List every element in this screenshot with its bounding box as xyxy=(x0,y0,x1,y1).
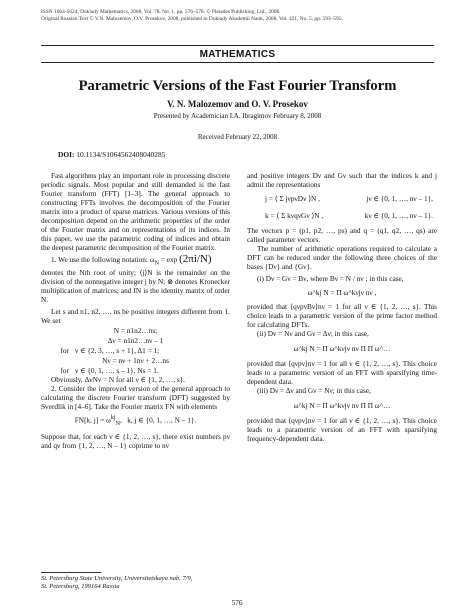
case-iii-text: (iii) Dν = Δν and Gν = Nν; in this case, xyxy=(257,386,371,395)
equation-k-lhs: k = ⟨ Σ kνqνGν ⟩N , xyxy=(265,211,324,220)
fourier-matrix-equation: FN[k, $j] = \omega^{kj}_N$, k, j ∈ {0, 1, …, N – 1}. xyxy=(74,415,197,428)
affiliation-footnote xyxy=(41,575,192,591)
doi-label: DOI: xyxy=(58,150,75,159)
notation-paragraph: 1. We use the following notation: $\omega_N = \exp (2\pi i/N)$ xyxy=(51,253,212,267)
equation-k-range: kν ∈ {0, 1, …, nν – 1}. xyxy=(364,211,433,220)
equation-Nnu: Nν = nν + 1nν + 2…ns xyxy=(102,356,169,366)
equation-j-lhs: j = ⟨ Σ jνpνDν ⟩N , xyxy=(265,194,320,203)
left-column xyxy=(41,171,230,450)
indices-paragraph: and positive integers Dν and Gν such that the indices k and j admit the representations xyxy=(247,171,437,189)
equation-j xyxy=(247,190,437,205)
equation-j-range: jν ∈ {0, 1, …, nν – 1}, xyxy=(366,194,433,203)
case-iii-provided: provided that ⟨qνpν⟩nν = 1 for all ν ∈ {1, 2, …, s}. This choice leads to a parametric version of an FFT with sparsifying frequency-dependent data. xyxy=(247,416,437,443)
sverdlik-paragraph: 2. Consider the improved version of the general approach to calculating the discrete Fourier transform (DFT) suggested by Sverdlik in [4–6]. Take the Fourier matrix FN with elements xyxy=(41,384,230,412)
parameter-vectors-paragraph: The vectors p = (p1, p2, …, ps) and q = (q1, q2, …, qs) are called parameter vectors. xyxy=(247,226,437,244)
integers-paragraph: Let s and n1, n2, …, ns be positive integers different from 1. We set xyxy=(41,307,230,326)
equation-delta: Δν = n1n2…nν – 1 xyxy=(107,336,164,346)
for-label-2: for xyxy=(60,366,69,376)
presented-by: Presented by Academician I.A. Ibragimov February 8, 2008 xyxy=(153,112,322,120)
section-heading: MATHEMATICS xyxy=(199,49,276,60)
fourier-lhs: FN[k, j] = ω xyxy=(74,415,111,425)
equation-delta-range xyxy=(41,346,230,355)
notation-continued: denotes the Nth root of unity; ⟨j⟩N is the remainder on the division of the nonnegative integer j by N; ⊗ denotes Kronecker multiplication of matrices; and IN is the identity matrix of order N. xyxy=(41,268,230,305)
right-column xyxy=(247,171,437,443)
received-date: Received February 22, 2008 xyxy=(197,133,278,141)
notation-text: 1. We use the following notation: ω xyxy=(51,255,155,264)
equation-k xyxy=(247,207,437,224)
case-ii-provided: provided that ⟨qνpν⟩nν = 1 for all ν ∈ {1, 2, …, s}. This choice leads to a parametric version of an FFT with sparsifying time-dependent data. xyxy=(247,359,437,386)
suppose-paragraph: Suppose that, for each ν ∈ {1, 2, …, s}, there exist numbers pν and qν from {1, 2, …, N – 1} coprime to nν xyxy=(41,432,230,451)
case-i-text: (i) Dν = Gν = Bν, where Bν = N / nν ; in this case, xyxy=(257,274,404,283)
section-rule-top xyxy=(41,45,434,46)
equation-case-ii: ω^kj N = Π ω^kνjν nν Π Π ω^… xyxy=(293,344,391,353)
doi-value[interactable]: 10.1134/S1064562408040285 xyxy=(76,150,166,159)
case-i-provided: provided that ⟨qνpνBν⟩nν = 1 for all ν ∈ {1, 2, …, s}. This choice leads to a parametric version of the prime factor method for calculating DFTs. xyxy=(247,302,437,329)
affiliation-line-1: St. Petersburg State University, Universitetskaya nab. 7/9, xyxy=(41,575,193,582)
equation-N: N = n1n2…ns; xyxy=(113,326,158,336)
original-text-line: Original Russian Text © V.N. Malozemov, O.V. Prosekov, 2008, published in Doklady Akademii Nauk, 2008, Vol. 421, No. 5, pp. 593–595. xyxy=(41,16,343,22)
obviously-line: Obviously, ΔνNν = N for all ν ∈ {1, 2, …, s}. xyxy=(51,375,186,385)
for-label-1: for xyxy=(60,346,69,356)
Nnu-range: ν ∈ {0, 1, …, s – 1}, Ns = 1. xyxy=(75,366,159,376)
journal-header xyxy=(41,9,343,23)
delta-range: ν ∈ {2, 3, …, s + 1}, Δ1 = 1; xyxy=(75,346,160,356)
paper-authors: V. N. Malozemov and O. V. Prosekov xyxy=(167,99,308,109)
issn-line: ISSN 1064-5624, Doklady Mathematics, 2008, Vol. 78, No. 1, pp. 576–578. © Pleiades Publishing, Ltd., 2008. xyxy=(41,9,281,15)
intro-paragraph: Fast algorithms play an important role in processing discrete periodic signals. Most popular and still demanded is the fast Fourier transform (FFT) [1–3]. The general approach to constructing FFTs involves the decomposition of the Fourier matrix into a product of sparse matrices. Various versions of this decomposition depend on the arithmetic properties of the order of the Fourier matrix and on representations of its indices. In this paper, we use the parametric coding of indices and obtain the deepest parametric decomposition of the Fourier matrix. xyxy=(41,171,230,252)
arithmetic-paragraph: The number of arithmetic operations required to calculate a DFT can be reduced under the following three choices of the bases {Dν} and {Gν}. xyxy=(247,244,437,271)
equation-case-iii: ω^kj N = Π ω^kνjν nν Π Π ω^… xyxy=(293,401,391,410)
equation-case-i: ω^kj N = Π ω^kνjν nν , xyxy=(307,288,377,297)
case-ii-text: (ii) Dν = Nν and Gν = Δν; in this case, xyxy=(257,329,369,338)
doi-line xyxy=(58,150,165,159)
paper-title: Parametric Versions of the Fast Fourier Transform xyxy=(78,78,397,94)
fourier-range: k, j ∈ {0, 1, …, N – 1}. xyxy=(127,415,197,425)
page-number: 576 xyxy=(231,598,243,607)
affiliation-line-2: St. Petersburg, 199164 Russia xyxy=(41,583,120,590)
footnote-rule xyxy=(41,572,101,573)
section-rule-bottom xyxy=(41,62,434,63)
equation-Nnu-range xyxy=(41,366,230,375)
